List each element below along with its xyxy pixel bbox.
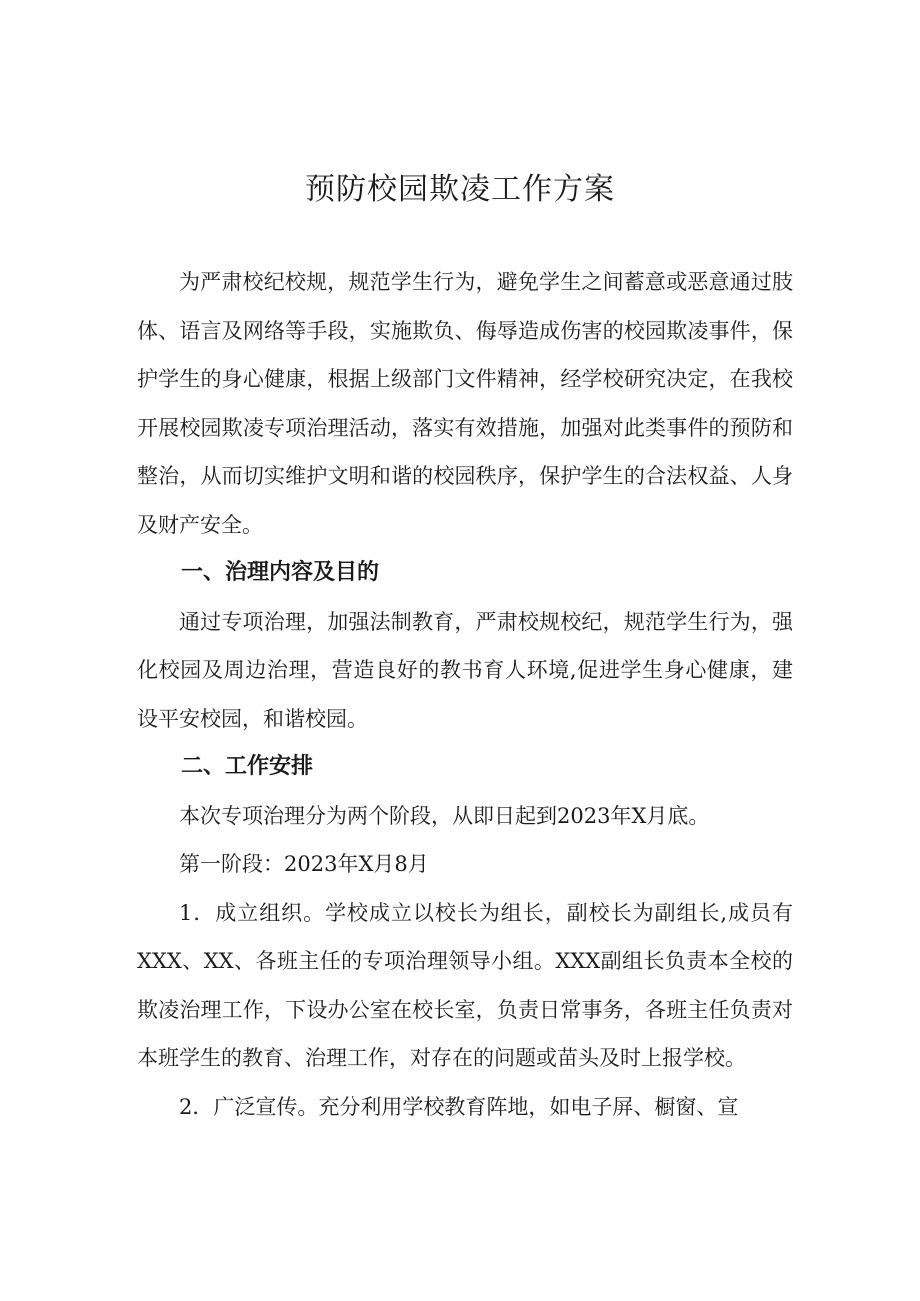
section-1-paragraph: 通过专项治理，加强法制教育，严肃校规校纪，规范学生行为，强化校园及周边治理，营造良好的教书育人环境,促进学生身心健康，建设平安校园，和谐校园。	[137, 609, 793, 731]
item-1-paragraph: 1．成立组织。学校成立以校长为组长，副校长为副组长,成员有XXX、XX、各班主任的专项治理领导小组。XXX副组长负责本全校的欺凌治理工作，下设办公室在校长室，负责日常事务，各班主任负责对本班学生的教育、治理工作，对存在的问题或苗头及时上报学校。	[137, 900, 793, 1070]
section-heading-1: 一、治理内容及目的	[181, 560, 380, 585]
schedule-paragraph: 本次专项治理分为两个阶段，从即日起到2023年X月底。	[179, 803, 710, 828]
intro-paragraph: 为严肃校纪校规，规范学生行为，避免学生之间蓄意或恶意通过肢体、语言及网络等手段，实施欺负、侮辱造成伤害的校园欺凌事件，保护学生的身心健康，根据上级部门文件精神，经学校研究决定，在我校开展校园欺凌专项治理活动，落实有效措施，加强对此类事件的预防和整治，从而切实维护文明和谐的校园秩序，保护学生的合法权益、人身及财产安全。	[137, 270, 793, 537]
phase-one-paragraph: 第一阶段：2023年X月8月	[179, 852, 429, 876]
document-body	[137, 258, 793, 1131]
section-heading-2: 二、工作安排	[181, 754, 314, 779]
item-2-paragraph: 2．广泛宣传。充分利用学校教育阵地，如电子屏、橱窗、宣	[179, 1094, 739, 1119]
document-title: 预防校园欺凌工作方案	[305, 172, 615, 207]
